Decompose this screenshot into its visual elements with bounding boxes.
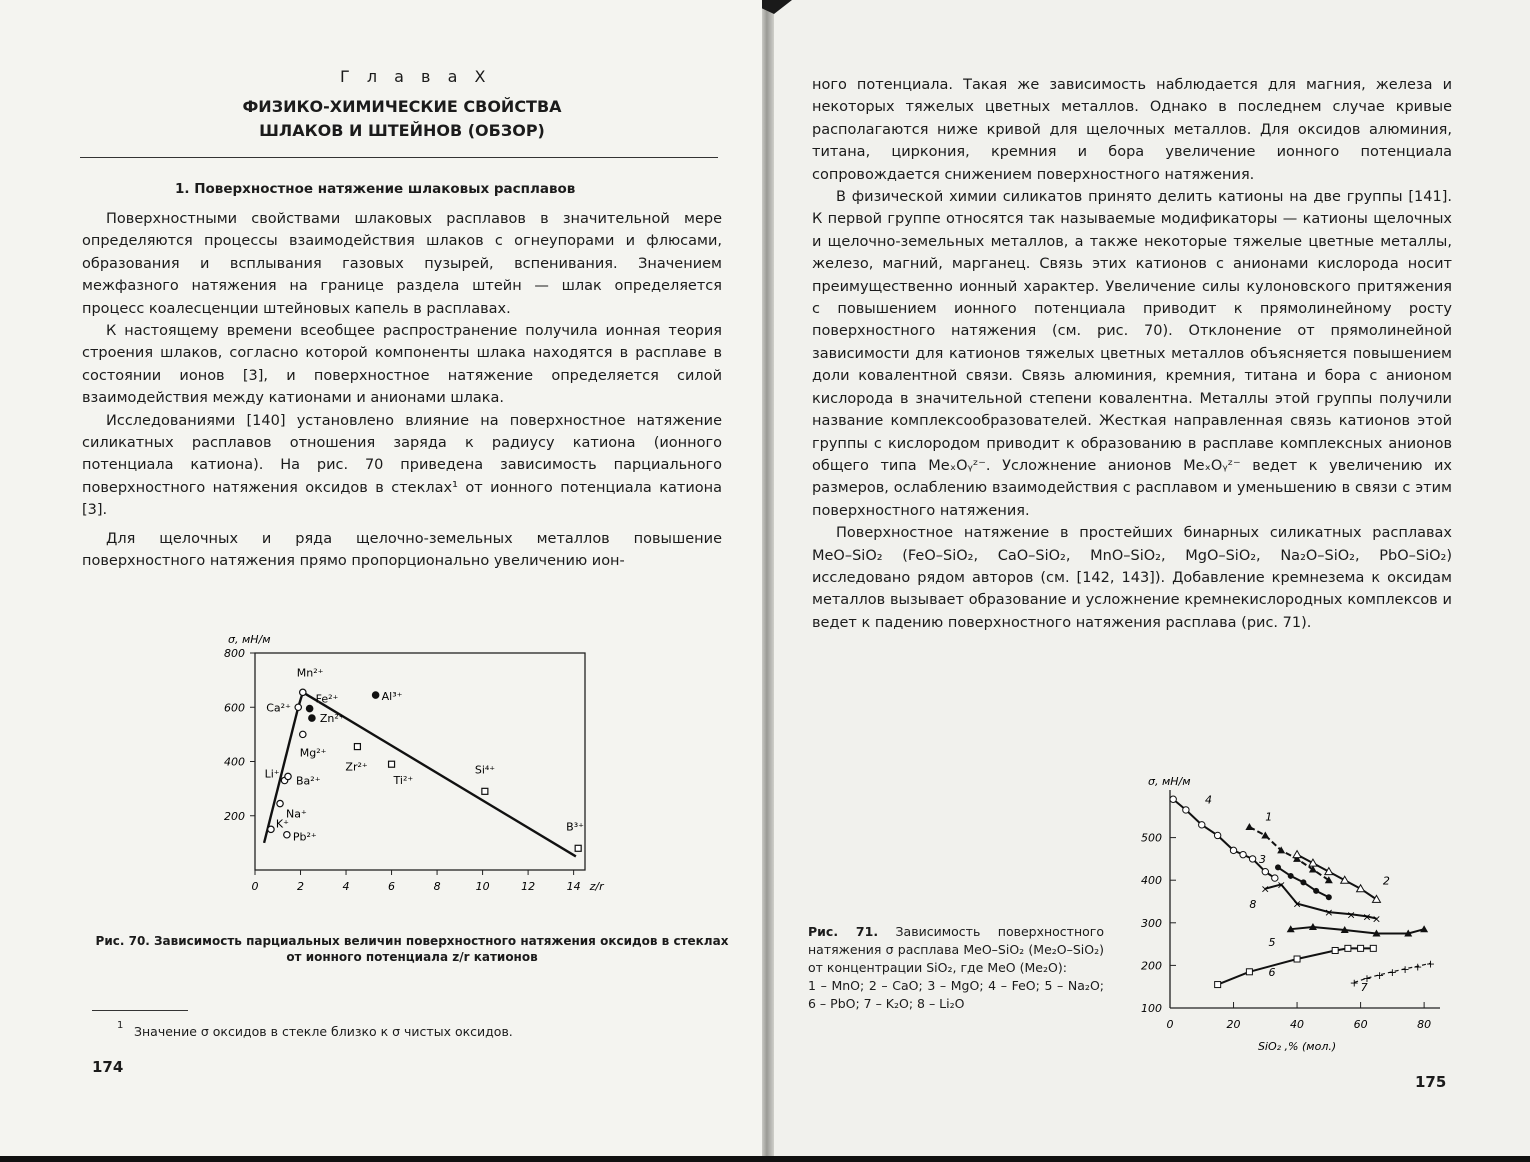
data-point <box>575 845 581 851</box>
point-label: Ba²⁺ <box>296 774 321 788</box>
series-line <box>1297 855 1376 900</box>
figure-71-caption <box>808 923 1104 1013</box>
data-point <box>1294 956 1300 962</box>
data-point <box>300 689 306 695</box>
y-tick-label: 400 <box>224 755 245 769</box>
y-tick-label: 500 <box>1141 831 1162 845</box>
data-point <box>1420 925 1428 932</box>
x-axis-label: z/r <box>589 880 604 893</box>
right-body-text <box>812 74 1452 634</box>
data-point <box>1249 856 1255 862</box>
point-label: Mg²⁺ <box>299 746 327 760</box>
data-point: + <box>1413 960 1423 974</box>
point-label: Li⁺ <box>264 767 280 781</box>
data-point <box>1370 945 1376 951</box>
data-point <box>300 731 306 737</box>
chapter-title-line-1: ФИЗИКО-ХИМИЧЕСКИЕ СВОЙСТВА <box>242 97 562 116</box>
data-point: × <box>1260 882 1270 896</box>
data-point: + <box>1375 968 1385 982</box>
point-label: Si⁴⁺ <box>474 763 496 777</box>
figure-70-caption: Рис. 70. Зависимость парциальных величин поверхностного натяжения оксидов в стеклах от ионного потенциала z/r катионов <box>95 934 729 964</box>
data-point <box>1332 947 1338 953</box>
y-axis-label: σ, мН/м <box>1148 775 1191 788</box>
trend-line <box>319 702 576 857</box>
data-point <box>1275 864 1281 870</box>
x-tick-label: 0 <box>1166 1018 1174 1031</box>
data-point <box>268 826 274 832</box>
data-point: + <box>1425 957 1436 971</box>
data-point <box>1230 847 1236 853</box>
point-label: Mn²⁺ <box>296 666 324 680</box>
paragraph: Для щелочных и ряда щелочно-земельных металлов повышение поверхностного натяжения прямо пропорционально увеличению ион- <box>82 530 722 570</box>
page-number-right: 175 <box>1415 1073 1447 1091</box>
series-label: 2 <box>1382 874 1390 888</box>
data-point <box>277 800 283 806</box>
data-point <box>482 788 488 794</box>
series-label: 5 <box>1268 936 1276 950</box>
footnote-rule <box>92 1010 188 1011</box>
y-tick-label: 100 <box>1141 1002 1162 1015</box>
footnote: Значение σ оксидов в стекле близко к σ чистых оксидов. <box>134 1024 513 1039</box>
point-label: Zr²⁺ <box>345 760 368 774</box>
data-point: × <box>1292 897 1302 911</box>
paragraph: К настоящему времени всеобщее распространение получила ионная теория строения шлаков, согласно которой компоненты шлака находятся в расплаве в состоянии ионов [3], и поверхностное натяжение определяется силой взаимодействия между катионами и анионами шлака. <box>82 323 722 407</box>
chapter-title-line-2: ШЛАКОВ И ШТЕЙНОВ (ОБЗОР) <box>259 121 545 140</box>
x-tick-label: 20 <box>1226 1018 1241 1031</box>
point-label: Zn²⁺ <box>319 712 345 726</box>
y-tick-label: 200 <box>1141 959 1162 973</box>
figure-71-caption-text: Зависимость поверхностного натяжения σ расплава MeO–SiO₂ (Me₂O–SiO₂) от концентрации SiO₂, где MeO (Me₂O): <box>808 924 1104 975</box>
paragraph: ного потенциала. Такая же зависимость наблюдается для магния, железа и некоторых тяжелых цветных металлов. Однако в последнем случае кривые располагаются ниже кривой для щелочных металлов. Для оксидов алюминия, титана, циркония, кремния и бора увеличение ионного потенциала сопровождается снижением поверхностного натяжения. <box>812 77 1452 183</box>
data-point <box>1215 982 1221 988</box>
point-label: Al³⁺ <box>381 690 403 704</box>
y-tick-label: 300 <box>1141 916 1162 930</box>
point-label: K⁺ <box>275 817 289 831</box>
data-point <box>1245 823 1253 830</box>
point-label: Fe²⁺ <box>315 692 339 706</box>
footnote-marker: 1 <box>117 1020 124 1031</box>
x-tick-label: 4 <box>342 880 350 893</box>
series-label: 7 <box>1360 980 1368 994</box>
data-point: × <box>1371 912 1382 926</box>
data-point <box>372 692 378 698</box>
point-label: Ca²⁺ <box>266 701 291 715</box>
book-gutter <box>762 0 774 1162</box>
data-point <box>1293 851 1301 858</box>
figure-70-chart <box>200 625 620 900</box>
paragraph: Исследованиями [140] установлено влияние на поверхностное натяжение силикатных расплавов отношения заряда к радиусу катиона (ионного потенциала катиона). На рис. 70 приведена зависимость парциального поверхностного натяжения оксидов в стеклах¹ от ионного потенциала катиона [3]. <box>82 412 722 519</box>
chapter-heading: Г л а в а X <box>340 67 492 86</box>
data-point <box>1300 879 1306 885</box>
figure-71-legend: 1 – MnO; 2 – CaO; 3 – MgO; 4 – FeO; 5 – Na₂O; 6 – PbO; 7 – K₂O; 8 – Li₂O <box>808 978 1104 1011</box>
data-point: × <box>1346 908 1356 922</box>
series-label: 3 <box>1258 853 1266 867</box>
data-point: + <box>1349 976 1359 990</box>
series-label: 8 <box>1249 897 1257 911</box>
figure-71-chart <box>1125 770 1455 1055</box>
data-point <box>1240 851 1246 857</box>
data-point <box>1170 796 1176 802</box>
data-point: + <box>1387 965 1397 979</box>
data-point <box>1261 831 1269 838</box>
series-label: 1 <box>1265 810 1273 824</box>
data-point <box>306 705 312 711</box>
point-label: Ti²⁺ <box>393 774 414 788</box>
y-tick-label: 400 <box>1141 874 1162 888</box>
x-tick-label: 12 <box>521 880 536 893</box>
data-point: + <box>1400 962 1410 976</box>
x-tick-label: 2 <box>297 880 305 893</box>
x-tick-label: 0 <box>251 880 259 893</box>
data-point <box>1214 832 1220 838</box>
data-point <box>284 832 290 838</box>
data-point <box>1345 945 1351 951</box>
x-tick-label: 8 <box>433 880 441 893</box>
data-point <box>1358 945 1364 951</box>
bottom-edge <box>0 1156 1530 1162</box>
data-point <box>1183 807 1189 813</box>
data-point <box>1288 873 1294 879</box>
x-tick-label: 10 <box>475 880 490 893</box>
data-point <box>1199 822 1205 828</box>
section-heading: 1. Поверхностное натяжение шлаковых расплавов <box>175 181 576 197</box>
x-tick-label: 14 <box>566 880 581 893</box>
data-point <box>1262 868 1268 874</box>
data-point <box>295 704 301 710</box>
figure-71-caption-label: Рис. 71. <box>808 924 879 939</box>
point-label: Na⁺ <box>286 807 307 821</box>
data-point <box>1326 894 1332 900</box>
page-number-left: 174 <box>92 1058 124 1076</box>
paragraph: Поверхностными свойствами шлаковых расплавов в значительной мере определяются процессы взаимодействия шлаков с огнеупорами и флюсами, образования и всплывания газовых пузырей, вспенивания. Значением межфазного натяжения на границе раздела штейн — шлак определяется процесс коалесценции штейновых капель в расплавах. <box>82 211 722 317</box>
data-point: + <box>1362 972 1372 986</box>
x-tick-label: 80 <box>1417 1018 1432 1031</box>
data-point <box>1246 969 1252 975</box>
y-tick-label: 800 <box>224 647 245 660</box>
data-point <box>1277 846 1285 853</box>
point-label: Pb²⁺ <box>292 830 317 844</box>
y-axis-label: σ, мН/м <box>228 633 271 646</box>
paragraph: В физической химии силикатов принято делить катионы на две группы [141]. К первой группе относятся так называемые модификаторы — катионы щелочных и щелочно-земельных металлов, а также некоторые тяжелые цветные металлы, железо, магний, марганец. Связь этих катионов с анионами кислорода носит преимущественно ионный характер. Увеличение силы кулоновского притяжения с повышением ионного потенциала приводит к прямолинейному росту поверхностного натяжения (см. рис. 70). Отклонение от прямолинейной зависимости для катионов тяжелых цветных металлов объясняется повышением доли ковалентной связи. Связь алюминия, кремния, титана и бора с анионом кислорода в значительной степени ковалентна. Металлы этой группы получили название комплексообразователей. Жесткая направленная связь катионов этой группы с кислородом приводит к образованию в расплаве комплексных анионов общего типа MeₓOᵧᶻ⁻. Усложнение анионов MeₓOᵧᶻ⁻ ведет к увеличению их размеров, ослаблению взаимодействия с расплавом и уменьшению в связи с этим поверхностного натяжения. <box>812 189 1452 519</box>
data-point <box>354 744 360 750</box>
paragraph: Поверхностное натяжение в простейших бинарных силикатных расплавах MeO–SiO₂ (FeO–SiO₂, CaO–SiO₂, MnO–SiO₂, MgO–SiO₂, Na₂O–SiO₂, PbO–SiO₂) исследовано рядом авторов (см. [142, 143]). Добавление кремнезема к оксидам металлов вызывает образование и усложнение кремнекислородных комплексов и ведет к падению поверхностного натяжения расплава (рис. 71). <box>812 525 1452 631</box>
y-tick-label: 200 <box>224 809 245 823</box>
left-body-text <box>82 208 722 573</box>
data-point <box>1313 888 1319 894</box>
x-tick-label: 40 <box>1290 1018 1305 1031</box>
x-tick-label: 60 <box>1353 1018 1368 1031</box>
y-tick-label: 600 <box>224 701 245 715</box>
x-tick-label: 6 <box>388 880 396 893</box>
data-point <box>389 761 395 767</box>
data-point <box>285 773 291 779</box>
x-axis-label: SiO₂ ,% (мол.) <box>1257 1040 1337 1053</box>
series-label: 6 <box>1268 966 1276 980</box>
data-point: × <box>1324 906 1334 920</box>
point-label: B³⁺ <box>566 820 584 834</box>
series-label: 4 <box>1204 793 1212 807</box>
data-point <box>309 715 315 721</box>
data-point: × <box>1362 910 1372 924</box>
data-point: × <box>1276 878 1286 892</box>
title-rule <box>80 157 718 158</box>
chapter-title <box>160 95 644 143</box>
